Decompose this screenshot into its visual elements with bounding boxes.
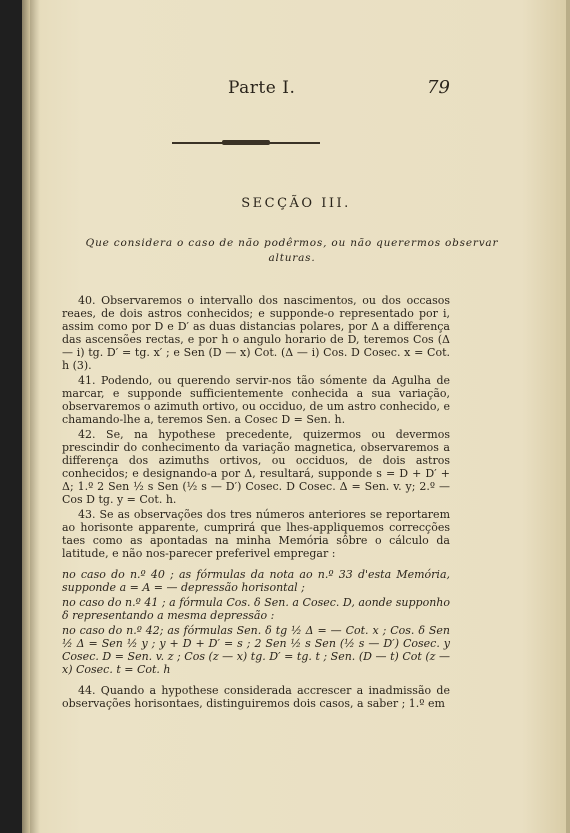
running-head: Parte I. (228, 78, 296, 98)
paragraph-44: 44. Quando a hypothese considerada accrescer a inadmissão de observações horisontaes, distinguiremos dois casos, a saber ; 1.º em (62, 684, 450, 710)
paragraph-43: 43. Se as observações dos tres números anteriores se reportarem ao horisonte apparente, cumprirá que lhes-appliquemos correcções taes como as apontadas na minha Memória sôbre o cálculo da latitude, e não nos-parecer preferivel empregar : (62, 508, 450, 560)
book-page (22, 0, 570, 833)
case-item: no caso do n.º 40 ; as fórmulas da nota ao n.º 33 d'esta Memória, supponde a = A = — depressão horisontal ; (62, 568, 450, 594)
case-item: no caso do n.º 42; as fórmulas Sen. δ tg ½ Δ = — Cot. x ; Cos. δ Sen ½ Δ = Sen ½ y ; y + D + D′ = s ; 2 Sen ½ s Sen (½ s — D′) Cosec. y Cosec. D = Sen. v. z ; Cos (z — x) tg. D′ = tg. t ; Sen. (D — t) Cot (z — x) Cosec. t = Cot. h (62, 624, 450, 676)
section-title: SECÇÃO III. (241, 196, 351, 211)
ornamental-rule-center (222, 140, 270, 145)
section-subtitle: Que considera o caso de não podêrmos, ou não querermos observar alturas. (85, 237, 499, 264)
page-number: 79 (427, 77, 450, 98)
paragraph-41: 41. Podendo, ou querendo servir-nos tão sómente da Agulha de marcar, e supponde sufficientemente conhecida a sua variação, observaremos o azimuth ortivo, ou occiduo, de um astro conhecido, e chamando-lhe a, teremos Sen. a Cosec D = Sen. h. (62, 374, 450, 426)
paragraph-42: 42. Se, na hypothese precedente, quizermos ou devermos prescindir do conhecimento da variação magnetica, observaremos a differença dos azimuths ortivos, ou occiduos, de dois astros conhecidos; e designando-a por Δ, resultará, supponde s = D + D′ + Δ; 1.º 2 Sen ½ s Sen (½ s — D′) Cosec. D Cosec. Δ = Sen. v. y; 2.º — Cos D tg. y = Cot. h. (62, 428, 450, 506)
body-text (62, 294, 450, 710)
case-item: no caso do n.º 41 ; a fórmula Cos. δ Sen. a Cosec. D, aonde supponho δ representando a mesma depressão : (62, 596, 450, 622)
gutter-shadow (30, 0, 40, 833)
paragraph-40: 40. Observaremos o intervallo dos nascimentos, ou dos occasos reaes, de dois astros conhecidos; e supponde-o representado por i, assim como por D e D′ as duas distancias polares, por Δ a differença das ascensões rectas, e por h o angulo horario de D, teremos Cos (Δ — i) tg. D′ = tg. x′ ; e Sen (D — x) Cot. (Δ — i) Cos. D Cosec. x = Cot. h (3). (62, 294, 450, 372)
page-gutter (22, 0, 30, 833)
page-edge (566, 0, 570, 833)
